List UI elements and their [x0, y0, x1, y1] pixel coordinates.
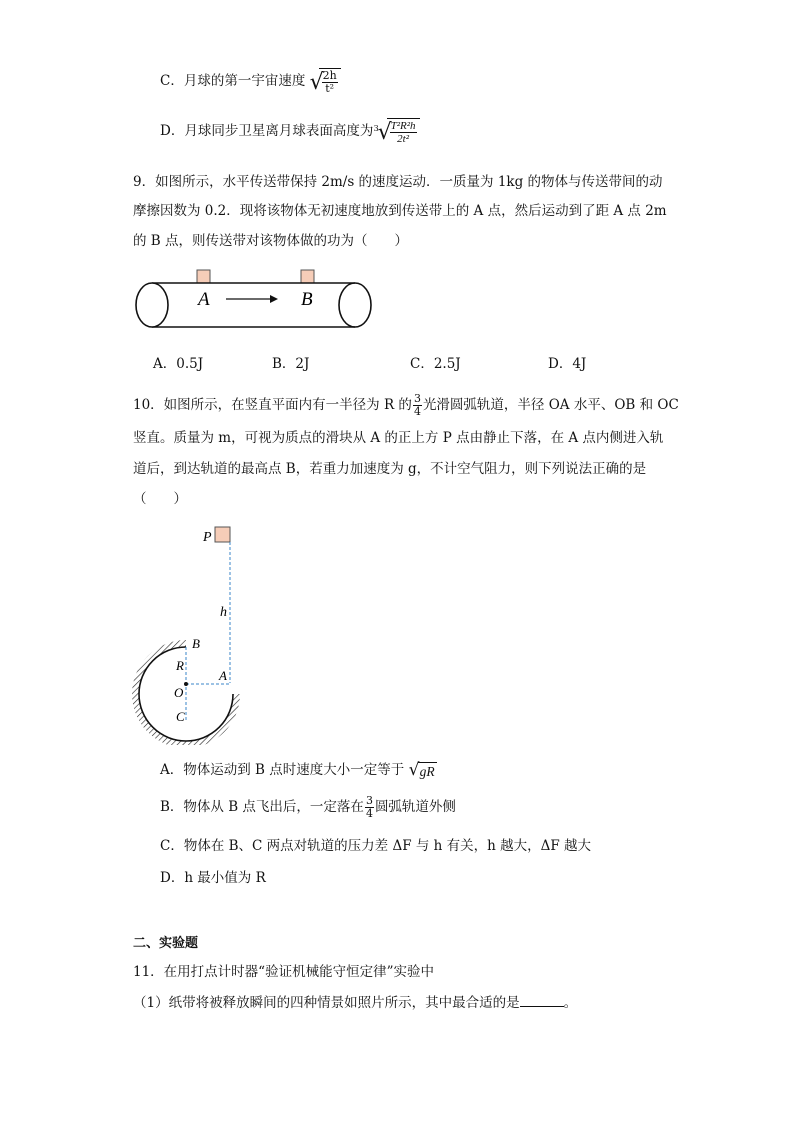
q10-option-a-text: A．物体运动到 B 点时速度大小一定等于	[160, 762, 405, 778]
block-p	[215, 527, 230, 542]
q9-option-a: A．0.5J	[153, 356, 204, 372]
label-r: R	[176, 658, 184, 673]
q10-line-1-pre: 10．如图所示，在竖直平面内有一半径为 R 的	[133, 397, 412, 413]
q9-option-b: B．2J	[272, 356, 310, 372]
q10-option-b-pre: B．物体从 B 点飞出后，一定落在	[160, 799, 364, 815]
label-a: A	[219, 668, 227, 683]
q8-d-root-index: 3	[373, 124, 379, 133]
q10-a-rad-body: gR	[419, 763, 435, 779]
q10-option-b-post: 圆弧轨道外侧	[374, 799, 456, 815]
q8-option-d	[160, 118, 420, 145]
q10-option-b-fraction	[365, 795, 374, 820]
q11-line-2-pre: （1）纸带将被释放瞬间的四种情景如照片所示，其中最合适的是	[133, 995, 520, 1011]
section-title: 二、实验题	[133, 936, 199, 951]
q9-option-d: D．4J	[548, 356, 587, 372]
q10-b-frac-num: 3	[365, 794, 373, 807]
q8-d-num: T²R²h	[390, 120, 416, 132]
q10-frac-num: 3	[413, 392, 421, 405]
q9-line-2: 摩擦因数为 0.2．现将该物体无初速度地放到传送带上的 A 点，然后运动到了距 A 点 2m	[133, 203, 667, 219]
q10-option-a	[160, 758, 437, 780]
q10-frac-den: 4	[413, 405, 421, 418]
q10-line-3: 道后，到达轨道的最高点 B，若重力加速度为 g，不计空气阻力，则下列说法正确的是	[133, 461, 647, 477]
q8-option-c-text: C．月球的第一宇宙速度	[160, 73, 306, 89]
q10-option-b	[160, 795, 456, 820]
label-h: h	[220, 605, 227, 620]
right-roller	[339, 283, 371, 327]
circular-track-figure	[130, 520, 260, 745]
q10-option-d: D．h 最小值为 R	[160, 870, 266, 886]
label-b: B	[301, 289, 313, 310]
q8-option-d-text: D．月球同步卫星离月球表面高度为	[160, 123, 374, 139]
conveyor-belt-figure	[130, 265, 380, 337]
answer-blank[interactable]	[520, 992, 564, 1007]
center-o	[184, 682, 188, 686]
block-a	[197, 270, 210, 283]
q10-line-1-post: 光滑圆弧轨道，半径 OA 水平、OB 和 OC	[422, 397, 679, 413]
q8-c-num: 2h	[322, 69, 337, 82]
q10-line-1	[133, 393, 679, 418]
label-o: O	[174, 685, 184, 700]
q11-line-2	[133, 992, 577, 1013]
q10-option-c: C．物体在 B、C 两点对轨道的压力差 ΔF 与 h 有关，h 越大，ΔF 越大	[160, 838, 592, 854]
label-b: B	[192, 636, 200, 651]
label-a: A	[198, 289, 210, 310]
q8-option-c	[160, 68, 341, 95]
q10-b-frac-den: 4	[365, 807, 373, 820]
q10-fraction	[413, 393, 422, 418]
q10-line-2: 竖直。质量为 m，可视为质点的滑块从 A 的正上方 P 点由静止下落，在 A 点内侧进入轨	[133, 430, 664, 446]
left-roller	[136, 283, 168, 327]
q8-d-den: 2t²	[397, 133, 410, 145]
q9-line-3: 的 B 点，则传送带对该物体做的功为（ ）	[133, 233, 409, 249]
q11-line-2-post: 。	[563, 995, 578, 1011]
q10-line-4: （ ）	[133, 491, 187, 507]
label-c: C	[176, 709, 185, 724]
q9-option-c: C．2.5J	[410, 356, 461, 372]
q8-c-den: t²	[325, 82, 335, 95]
label-p: P	[203, 530, 212, 545]
q11-line-1: 11．在用打点计时器“验证机械能守恒定律”实验中	[133, 964, 434, 980]
q9-line-1: 9．如图所示，水平传送带保持 2m/s 的速度运动．一质量为 1kg 的物体与传送带间的动	[133, 174, 663, 190]
q8-option-c-radical: √ $\frac{2h}{\text{t²}}$	[310, 68, 341, 95]
block-b	[301, 270, 314, 283]
arrow-head	[270, 295, 278, 303]
q8-option-d-radical: 3 √ $\frac{\text{T²R²h}}{\text{2t²}}$	[378, 118, 420, 145]
q10-option-a-radical: √ gR	[408, 759, 435, 780]
